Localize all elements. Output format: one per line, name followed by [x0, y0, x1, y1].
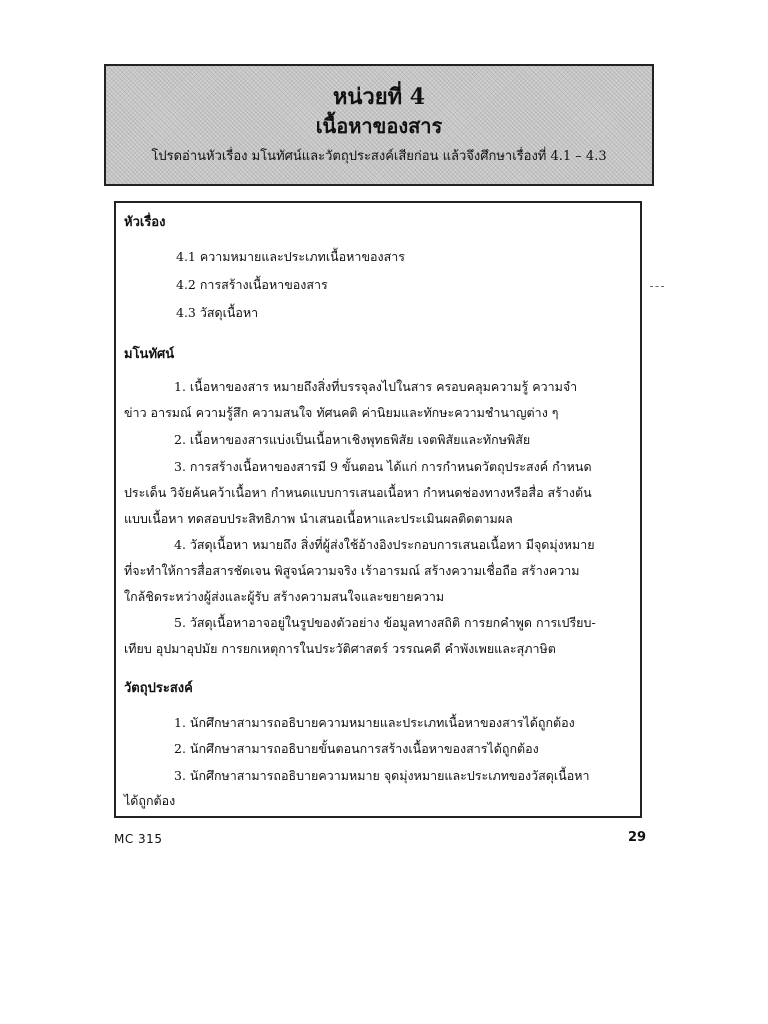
- concept-line: แบบเนื้อหา ทดสอบประสิทธิภาพ นำเสนอเนื้อหาและประเมินผลติดตามผล: [124, 511, 513, 526]
- concept-line: ที่จะทำให้การสื่อสารชัดเจน พิสูจน์ความจริง เร้าอารมณ์ สร้างความเชื่อถือ สร้างความ: [124, 563, 580, 578]
- unit-subtitle: เนื้อหาของสาร: [315, 114, 443, 138]
- course-code: MC 315: [114, 832, 163, 846]
- unit-header-box: [104, 64, 654, 186]
- scan-mark: [650, 286, 664, 289]
- concept-line: 1. เนื้อหาของสาร หมายถึงสิ่งที่บรรจุลงไปในสาร ครอบคลุมความรู้ ความจำ: [174, 379, 578, 394]
- concept-line: 3. การสร้างเนื้อหาของสารมี 9 ขั้นตอน ได้แก่ การกำหนดวัตถุประสงค์ กำหนด: [174, 459, 592, 474]
- topic-item: 4.1 ความหมายและประเภทเนื้อหาของสาร: [176, 249, 405, 264]
- objectives-heading: วัตถุประสงค์: [124, 681, 193, 696]
- concept-line: 5. วัสดุเนื้อหาอาจอยู่ในรูปของตัวอย่าง ข้อมูลทางสถิติ การยกคำพูด การเปรียบ-: [174, 615, 596, 630]
- concept-line: ข่าว อารมณ์ ความรู้สึก ความสนใจ ทัศนคติ ค่านิยมและทักษะความชำนาญต่าง ๆ: [124, 405, 559, 420]
- objective-line: 1. นักศึกษาสามารถอธิบายความหมายและประเภทเนื้อหาของสารได้ถูกต้อง: [174, 715, 575, 730]
- concept-line: ใกล้ชิดระหว่างผู้ส่งและผู้รับ สร้างความสนใจและขยายความ: [124, 589, 445, 604]
- unit-title: หน่วยที่ 4: [332, 84, 426, 110]
- topic-item: 4.2 การสร้างเนื้อหาของสาร: [176, 277, 328, 292]
- concept-line: 4. วัสดุเนื้อหา หมายถึง สิ่งที่ผู้ส่งใช้อ้างอิงประกอบการเสนอเนื้อหา มีจุดมุ่งหมาย: [174, 537, 595, 552]
- objective-line: 3. นักศึกษาสามารถอธิบายความหมาย จุดมุ่งหมายและประเภทของวัสดุเนื้อหา: [174, 768, 590, 783]
- unit-instruction: โปรดอ่านหัวเรื่อง มโนทัศน์และวัตถุประสงค์เสียก่อน แล้วจึงศึกษาเรื่องที่ 4.1 – 4.3: [151, 149, 607, 164]
- topics-heading: หัวเรื่อง: [124, 215, 166, 230]
- concept-line: 2. เนื้อหาของสารแบ่งเป็นเนื้อหาเชิงพุทธพิสัย เจตพิสัยและทักษพิสัย: [174, 432, 531, 447]
- concepts-heading: มโนทัศน์: [124, 347, 175, 362]
- objective-line: 2. นักศึกษาสามารถอธิบายขั้นตอนการสร้างเนื้อหาของสารได้ถูกต้อง: [174, 741, 539, 756]
- topic-item: 4.3 วัสดุเนื้อหา: [176, 305, 259, 320]
- objective-line: ได้ถูกต้อง: [124, 793, 176, 808]
- content-box: [114, 201, 642, 818]
- concept-line: ประเด็น วิจัยค้นคว้าเนื้อหา กำหนดแบบการเสนอเนื้อหา กำหนดช่องทางหรือสื่อ สร้างต้น: [124, 485, 592, 500]
- page-number: 29: [628, 830, 647, 845]
- concept-line: เทียบ อุปมาอุปมัย การยกเหตุการในประวัติศาสตร์ วรรณคดี คำพังเพยและสุภาษิต: [124, 641, 556, 656]
